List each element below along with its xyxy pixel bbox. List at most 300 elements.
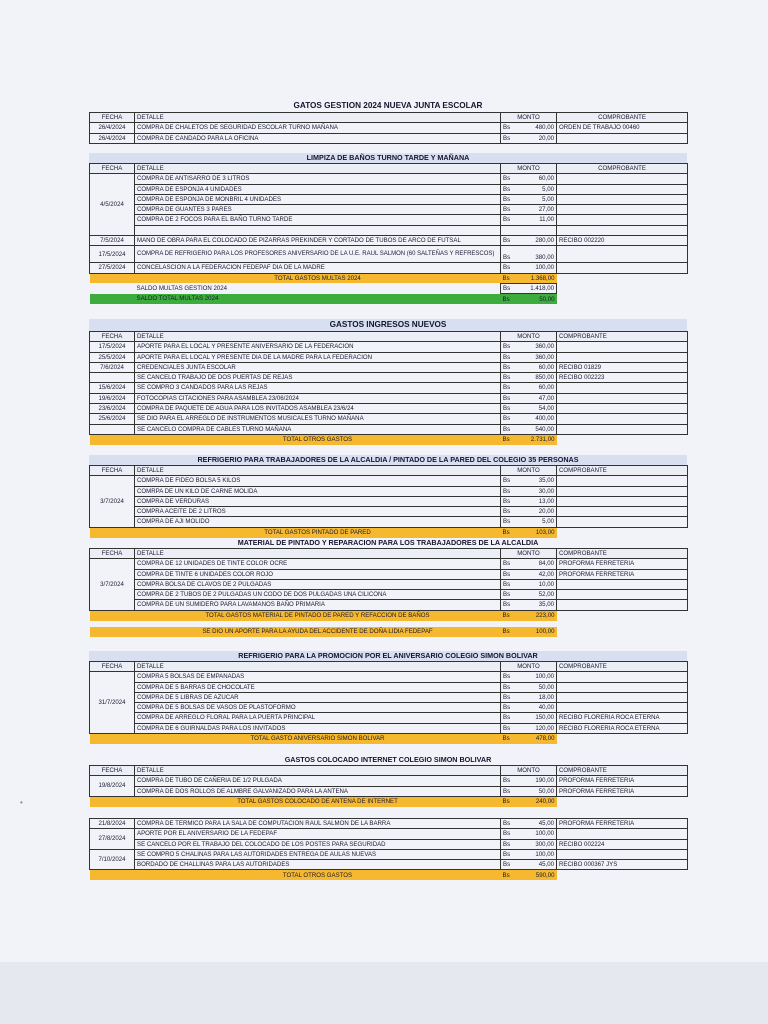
cell-comprobante	[557, 692, 688, 702]
cell-monto: 50,00	[521, 786, 557, 796]
header-fecha: FECHA	[90, 549, 135, 559]
cell-fecha: 27/5/2024	[90, 263, 135, 273]
table-row	[90, 373, 688, 383]
cell-comprobante: RECIBO FLORERIA ROCA ETERNA	[557, 713, 688, 723]
cell-monto: 10,00	[521, 579, 557, 589]
cell-monto: 5,00	[521, 517, 557, 527]
section-gastos-gestion-2024	[89, 100, 687, 144]
table-row	[90, 839, 688, 849]
cell-fecha: 17/5/2024	[90, 246, 135, 263]
saldo-total-currency: Bs	[501, 294, 521, 304]
table-row	[90, 559, 688, 569]
cell-currency: Bs	[501, 786, 521, 796]
header-fecha: FECHA	[90, 662, 135, 672]
cell-monto: 280,00	[521, 236, 557, 246]
cell-detalle: COMPRA DE 5 LIBRAS DE AZUCAR	[135, 692, 501, 702]
section-otros-gastos-finales	[89, 818, 687, 880]
cell-detalle: APORTE POR EL ANIVERSARIO DE LA FEDEPAF	[135, 829, 501, 839]
cell-detalle: COMPRA DE REFRIGERIO PARA LOS PROFESORES ANIVERSARIO DE LA U.E. RAUL SALMON (60 SALTEÑAS Y REFRESCOS)	[135, 246, 501, 263]
table-row	[90, 383, 688, 393]
cell-currency: Bs	[501, 362, 521, 372]
cell-comprobante	[557, 393, 688, 403]
cell-detalle: SE CANCELO COMPRA DE CABLES TURNO MAÑANA	[135, 424, 501, 434]
cell-monto: 45,00	[521, 860, 557, 870]
header-fecha: FECHA	[90, 466, 135, 476]
header-detalle: DETALLE	[135, 766, 501, 776]
expense-table	[89, 331, 688, 445]
cell-monto: 52,00	[521, 590, 557, 600]
header-fecha: FECHA	[90, 766, 135, 776]
total-row	[90, 434, 688, 444]
cell-comprobante: RECIBO 002224	[557, 839, 688, 849]
cell-currency: Bs	[501, 414, 521, 424]
cell-detalle: COMPRA DE ESPONJA DE MONBRIL 4 UNIDADES	[135, 194, 501, 204]
cell-detalle: COMPRA ACEITE DE 2 LITROS	[135, 507, 501, 517]
header-comprobante: COMPROBANTE	[557, 113, 688, 123]
cell-comprobante	[557, 414, 688, 424]
total-amount: 1.368,00	[521, 273, 557, 283]
table-row	[90, 246, 688, 263]
table-row	[90, 236, 688, 246]
saldo-currency: Bs	[501, 283, 521, 293]
cell-monto: 20,00	[521, 507, 557, 517]
cell-detalle: COMRPA DE UN KILO DE CARNE MOLIDA	[135, 486, 501, 496]
cell-monto: 40,00	[521, 703, 557, 713]
cell-detalle: COMPRA DE CHALETOS DE SEGURIDAD ESCOLAR TURNO MAÑANA	[135, 123, 501, 133]
cell-detalle: COMPRA DE 5 BOLSAS DE VASOS DE PLASTOFORMO	[135, 703, 501, 713]
section-title: GASTOS INGRESOS NUEVOS	[89, 319, 687, 331]
saldo-total-label: SALDO TOTAL MULTAS 2024	[135, 294, 501, 304]
expense-table	[89, 163, 688, 304]
cell-monto: 360,00	[521, 352, 557, 362]
cell-detalle: COMPRA DE 2 FOCOS PARA EL BAÑO TURNO TARDE	[135, 215, 501, 225]
section-material-pintado	[89, 538, 687, 637]
total-label: TOTAL GASTOS PINTADO DE PARED	[135, 527, 501, 537]
table-header-row	[90, 113, 688, 123]
cell-fecha: 7/5/2024	[90, 236, 135, 246]
total-amount: 223,00	[521, 610, 557, 620]
total-currency: Bs	[501, 527, 521, 537]
cell-detalle: FOTOCOPIAS CITACIONES PARA ASAMBLEA 23/06/2024	[135, 393, 501, 403]
header-monto: MONTO	[501, 549, 557, 559]
cell-monto: 850,00	[521, 373, 557, 383]
cell-currency: Bs	[501, 776, 521, 786]
cell-monto: 84,00	[521, 559, 557, 569]
total-amount: 590,00	[521, 870, 557, 880]
expense-table	[89, 661, 688, 744]
section-title: MATERIAL DE PINTADO Y REPARACION PARA LOS TRABAJADORES DE LA ALCALDIA	[237, 538, 539, 547]
cell-comprobante	[557, 829, 688, 839]
cell-fecha: 23/6/2024	[90, 404, 135, 414]
cell-detalle: COMPRA DE ARREGLO FLORAL PARA LA PUERTA PRINCIPAL	[135, 713, 501, 723]
table-header-row	[90, 332, 688, 342]
cell-fecha-group: 19/8/2024	[90, 776, 135, 797]
header-fecha: FECHA	[90, 332, 135, 342]
total-row	[90, 610, 688, 620]
cell-detalle: COMPRA DE TINTE 6 UNIDADES COLOR ROJO	[135, 569, 501, 579]
header-monto: MONTO	[501, 164, 557, 174]
table-row	[90, 829, 688, 839]
cell-monto: 27,00	[521, 205, 557, 215]
cell-fecha: 25/5/2024	[90, 352, 135, 362]
cell-comprobante: RECIBO 002223	[557, 373, 688, 383]
cell-monto: 480,00	[521, 123, 557, 133]
cell-currency: Bs	[501, 496, 521, 506]
cell-monto: 42,00	[521, 569, 557, 579]
header-monto: MONTO	[501, 766, 557, 776]
header-comprobante: COMPROBANTE	[557, 549, 688, 559]
section-title: LIMPIZA DE BAÑOS TURNO TARDE Y MAÑANA	[89, 153, 687, 163]
cell-detalle: APORTE PARA EL LOCAL Y PRESENTE ANIVERSARIO DE LA FEDERACION	[135, 342, 501, 352]
aporte-row	[90, 627, 688, 637]
cell-currency: Bs	[501, 486, 521, 496]
cell-comprobante	[557, 352, 688, 362]
table-row	[90, 486, 688, 496]
cell-detalle: COMPRA BOLSA DE CLAVOS DE 2 PULGADAS	[135, 579, 501, 589]
header-monto: MONTO	[501, 332, 557, 342]
total-row	[90, 527, 688, 537]
table-row	[90, 184, 688, 194]
cell-detalle: BORDADO DE CHALLINAS PARA LAS AUTORIDADES	[135, 860, 501, 870]
header-detalle: DETALLE	[135, 466, 501, 476]
table-row	[90, 569, 688, 579]
table-header-row	[90, 164, 688, 174]
table-row	[90, 404, 688, 414]
cell-detalle: SE COMPRO 3 CANDADOS PARA LAS REJAS	[135, 383, 501, 393]
saldo-row	[90, 283, 688, 293]
cell-fecha: 19/6/2024	[90, 393, 135, 403]
cell-comprobante	[557, 507, 688, 517]
table-row	[90, 362, 688, 372]
table-row	[90, 860, 688, 870]
cell-comprobante	[557, 517, 688, 527]
section-title: REFRIGERIO PARA TRABAJADORES DE LA ALCALDIA / PINTADO DE LA PARED DEL COLEGIO 35 PERSONAS	[89, 455, 687, 465]
table-row	[90, 123, 688, 133]
cell-monto: 100,00	[521, 672, 557, 682]
table-header-row	[90, 466, 688, 476]
table-header-row	[90, 549, 688, 559]
header-comprobante: COMPROBANTE	[557, 164, 688, 174]
cell-detalle: COMPRA DE CANDADO PARA LA OFICINA	[135, 133, 501, 143]
cell-currency: Bs	[501, 424, 521, 434]
table-row	[90, 672, 688, 682]
cell-detalle: SE CANCELO POR EL TRABAJO DEL COLOCADO DE LOS POSTES PARA SEGURIDAD	[135, 839, 501, 849]
expense-table	[89, 112, 688, 144]
cell-comprobante	[557, 215, 688, 225]
cell-monto: 150,00	[521, 713, 557, 723]
total-label: TOTAL OTROS GASTOS	[135, 434, 501, 444]
section-title: GASTOS COLOCADO INTERNET COLEGIO SIMON BOLIVAR	[284, 755, 492, 764]
cell-fecha: 17/5/2024	[90, 342, 135, 352]
cell-fecha-group: 31/7/2024	[90, 672, 135, 734]
cell-currency: Bs	[501, 123, 521, 133]
total-row	[90, 796, 688, 806]
section-refrigerio-alcaldia	[89, 455, 687, 538]
total-row	[90, 273, 688, 283]
cell-monto: 60,00	[521, 383, 557, 393]
total-row	[90, 870, 688, 880]
table-row	[90, 713, 688, 723]
total-amount: 2.731,00	[521, 434, 557, 444]
cell-monto: 190,00	[521, 776, 557, 786]
cell-detalle: COMPRA DE UN SUMIDERO PARA LAVAMANOS BAÑO PRIMARIA	[135, 600, 501, 610]
header-comprobante: COMPROBANTE	[557, 662, 688, 672]
table-row	[90, 414, 688, 424]
cell-monto: 120,00	[521, 723, 557, 733]
cell-monto: 5,00	[521, 184, 557, 194]
total-currency: Bs	[501, 610, 521, 620]
table-row	[90, 507, 688, 517]
cell-detalle: COMPRA DE 6 GUIRNALDAS PARA LOS INVITADOS	[135, 723, 501, 733]
cell-fecha: 25/6/2024	[90, 414, 135, 424]
total-amount: 478,00	[521, 734, 557, 744]
cell-detalle: COMPRA DE TUBO DE CAÑERIA DE 1/2 PULGADA	[135, 776, 501, 786]
table-row	[90, 194, 688, 204]
cell-detalle: COMPRA 5 BOLSAS DE EMPANADAS	[135, 672, 501, 682]
cell-detalle: COMPRA DE VERDURAS	[135, 496, 501, 506]
cell-comprobante: RECIBO FLORERIA ROCA ETERNA	[557, 723, 688, 733]
cell-detalle: CONCELASCION A LA FEDERACION FEDEPAF DIA DE LA MADRE	[135, 263, 501, 273]
cell-comprobante	[557, 424, 688, 434]
cell-currency: Bs	[501, 839, 521, 849]
cell-detalle: SE COMPRO 5 CHALINAS PARA LAS AUTORIDADES ENTREGA DE AULAS NUEVAS	[135, 849, 501, 859]
total-row	[90, 734, 688, 744]
table-row	[90, 682, 688, 692]
expense-table	[89, 465, 688, 538]
table-row	[90, 590, 688, 600]
cell-detalle: COMPRA DE 12 UNIDADES DE TINTE COLOR OCRE	[135, 559, 501, 569]
cell-monto: 18,00	[521, 692, 557, 702]
cell-currency: Bs	[501, 507, 521, 517]
cell-monto: 100,00	[521, 849, 557, 859]
cell-currency: Bs	[501, 517, 521, 527]
section-title: REFRIGERIO PARA LA PROMOCION POR EL ANIVERSARIO COLEGIO SIMON BOLIVAR	[89, 651, 687, 661]
table-row	[90, 776, 688, 786]
header-monto: MONTO	[501, 466, 557, 476]
cell-detalle: SE CANCELO TRABAJO DE DOS PUERTAS DE REJAS	[135, 373, 501, 383]
table-row	[90, 692, 688, 702]
cell-comprobante	[557, 496, 688, 506]
cell-monto: 540,00	[521, 424, 557, 434]
cell-fecha-group: 7/10/2024	[90, 849, 135, 870]
cell-currency: Bs	[501, 205, 521, 215]
total-amount: 240,00	[521, 796, 557, 806]
cell-currency: Bs	[501, 703, 521, 713]
total-label: TOTAL GASTOS COLOCADO DE ANTENA DE INTERNET	[135, 796, 501, 806]
cell-detalle: MANO DE OBRA PARA EL COLOCADO DE PIZARRAS PREKINDER Y CORTADO DE TUBOS DE ARCO DE FUTSAL	[135, 236, 501, 246]
cell-comprobante	[557, 263, 688, 273]
table-row	[90, 723, 688, 733]
table-row	[90, 263, 688, 273]
header-detalle: DETALLE	[135, 113, 501, 123]
header-comprobante: COMPROBANTE	[557, 466, 688, 476]
cell-comprobante	[557, 579, 688, 589]
cell-fecha	[90, 424, 135, 434]
cell-detalle: COMPRA DE PAQUETE DE AGUA PARA LOS INVITADOS ASAMBLEA 23/6/24	[135, 404, 501, 414]
section-gastos-ingresos-nuevos	[89, 319, 687, 445]
cell-detalle: APORTE PARA EL LOCAL Y PRESENTE DIA DE LA MADRE PARA LA FEDERACION	[135, 352, 501, 362]
table-row-empty	[90, 225, 688, 235]
cell-currency: Bs	[501, 829, 521, 839]
table-row	[90, 424, 688, 434]
cell-fecha: 21/8/2024	[90, 819, 135, 829]
cell-comprobante: ORDEN DE TRABAJO 00460	[557, 123, 688, 133]
table-row	[90, 205, 688, 215]
cell-comprobante	[557, 703, 688, 713]
total-currency: Bs	[501, 273, 521, 283]
cell-comprobante	[557, 486, 688, 496]
table-row	[90, 174, 688, 184]
cell-comprobante	[557, 184, 688, 194]
cell-currency: Bs	[501, 373, 521, 383]
expense-table	[89, 548, 688, 637]
table-row	[90, 579, 688, 589]
cell-currency: Bs	[501, 246, 521, 263]
table-row	[90, 849, 688, 859]
cell-currency: Bs	[501, 849, 521, 859]
cell-monto: 60,00	[521, 362, 557, 372]
header-fecha: FECHA	[90, 164, 135, 174]
cell-fecha-group: 3/7/2024	[90, 476, 135, 527]
cell-currency: Bs	[501, 692, 521, 702]
scan-bottom-margin	[0, 962, 768, 1024]
cell-currency: Bs	[501, 860, 521, 870]
header-fecha: FECHA	[90, 113, 135, 123]
total-currency: Bs	[501, 870, 521, 880]
table-row	[90, 476, 688, 486]
total-label: TOTAL GASTOS MULTAS 2024	[135, 273, 501, 283]
cell-currency: Bs	[501, 600, 521, 610]
cell-detalle: COMPRA DE TERMICO PARA LA SALA DE COMPUTACION RAUL SALMON DE LA BARRA	[135, 819, 501, 829]
cell-currency: Bs	[501, 713, 521, 723]
cell-currency: Bs	[501, 263, 521, 273]
cell-detalle: COMPRA DE 2 TUBOS DE 2 PULGADAS UN CODO DE DOS PULGADAS UNA CILICONA	[135, 590, 501, 600]
table-row	[90, 342, 688, 352]
scan-speck: •	[20, 798, 23, 807]
total-label: TOTAL GASTO ANIVERSARIO SIMON BOLIVAR	[135, 734, 501, 744]
cell-detalle: CREDENCIALES JUNTA ESCOLAR	[135, 362, 501, 372]
cell-comprobante	[557, 590, 688, 600]
cell-fecha: 7/6/2024	[90, 362, 135, 372]
cell-currency: Bs	[501, 194, 521, 204]
cell-monto: 100,00	[521, 829, 557, 839]
table-row	[90, 819, 688, 829]
cell-currency: Bs	[501, 682, 521, 692]
cell-monto: 47,00	[521, 393, 557, 403]
table-row	[90, 215, 688, 225]
cell-currency: Bs	[501, 215, 521, 225]
cell-fecha-group: 27/8/2024	[90, 829, 135, 850]
cell-currency: Bs	[501, 174, 521, 184]
header-comprobante: COMPROBANTE	[557, 332, 688, 342]
table-row	[90, 133, 688, 143]
cell-comprobante	[557, 205, 688, 215]
table-row	[90, 352, 688, 362]
cell-monto: 380,00	[521, 246, 557, 263]
header-detalle: DETALLE	[135, 662, 501, 672]
cell-comprobante: RECIBO 01829	[557, 362, 688, 372]
cell-monto: 11,00	[521, 215, 557, 225]
header-monto: MONTO	[501, 113, 557, 123]
cell-currency: Bs	[501, 476, 521, 486]
saldo-label: SALDO MULTAS GESTION 2024	[136, 284, 228, 292]
cell-currency: Bs	[501, 393, 521, 403]
cell-comprobante: PROFORMA FERRETERIA	[557, 819, 688, 829]
saldo-total-row	[90, 294, 688, 304]
section-aniversario-simon-bolivar	[89, 651, 687, 744]
cell-currency: Bs	[501, 723, 521, 733]
table-row	[90, 517, 688, 527]
aporte-label: SE DIO UN APORTE PARA LA AYUDA DEL ACCIDENTE DE DOÑA LIDIA FEDEPAF	[135, 627, 501, 637]
cell-comprobante: RECIBO 000367 JYS	[557, 860, 688, 870]
cell-currency: Bs	[501, 569, 521, 579]
cell-currency: Bs	[501, 819, 521, 829]
cell-currency: Bs	[501, 579, 521, 589]
cell-currency: Bs	[501, 352, 521, 362]
cell-comprobante	[557, 672, 688, 682]
cell-comprobante	[557, 194, 688, 204]
total-currency: Bs	[501, 734, 521, 744]
cell-fecha: 26/4/2024	[90, 133, 135, 143]
table-row	[90, 600, 688, 610]
cell-comprobante: PROFORMA FERRETERIA	[557, 786, 688, 796]
cell-monto: 100,00	[521, 263, 557, 273]
cell-detalle: COMPRA DE AJI MOLIDO	[135, 517, 501, 527]
cell-comprobante: RECIBO 002220	[557, 236, 688, 246]
cell-currency: Bs	[501, 342, 521, 352]
cell-monto: 54,00	[521, 404, 557, 414]
cell-currency: Bs	[501, 236, 521, 246]
cell-monto: 60,00	[521, 174, 557, 184]
cell-monto: 45,00	[521, 819, 557, 829]
saldo-amount: 1.418,00	[521, 283, 557, 293]
table-row	[90, 496, 688, 506]
cell-monto: 300,00	[521, 839, 557, 849]
header-detalle: DETALLE	[135, 332, 501, 342]
total-currency: Bs	[501, 434, 521, 444]
cell-comprobante	[557, 246, 688, 263]
table-row	[90, 393, 688, 403]
cell-comprobante	[557, 476, 688, 486]
cell-currency: Bs	[501, 672, 521, 682]
cell-fecha	[90, 373, 135, 383]
total-label: TOTAL OTROS GASTOS	[135, 870, 501, 880]
table-row	[90, 786, 688, 796]
total-amount: 103,00	[521, 527, 557, 537]
aporte-amount: 100,00	[521, 627, 557, 637]
section-title: GATOS GESTION 2024 NUEVA JUNTA ESCOLAR	[293, 101, 483, 110]
cell-comprobante	[557, 404, 688, 414]
cell-monto: 35,00	[521, 476, 557, 486]
cell-comprobante: PROFORMA FERRETERIA	[557, 776, 688, 786]
cell-comprobante: PROFORMA FERRETERIA	[557, 559, 688, 569]
cell-monto: 30,00	[521, 486, 557, 496]
cell-monto: 5,00	[521, 194, 557, 204]
cell-fecha: 26/4/2024	[90, 123, 135, 133]
cell-detalle: COMPRA DE 5 BARRAS DE CHOCOLATE	[135, 682, 501, 692]
cell-comprobante	[557, 682, 688, 692]
cell-monto: 20,00	[521, 133, 557, 143]
cell-currency: Bs	[501, 590, 521, 600]
total-label: TOTAL GASTOS MATERIAL DE PINTADO DE PARED Y REFACCION DE BAÑOS	[135, 610, 501, 620]
cell-currency: Bs	[501, 184, 521, 194]
table-header-row	[90, 662, 688, 672]
cell-detalle: SE DIO PARA EL ARREGLO DE INSTRUMENTOS MUSICALES TURNO MAÑANA	[135, 414, 501, 424]
cell-comprobante	[557, 383, 688, 393]
cell-monto: 400,00	[521, 414, 557, 424]
cell-currency: Bs	[501, 559, 521, 569]
cell-detalle: COMPRA DE DOS ROLLOS DE ALMBRE GALVANIZADO PARA LA ANTENA	[135, 786, 501, 796]
